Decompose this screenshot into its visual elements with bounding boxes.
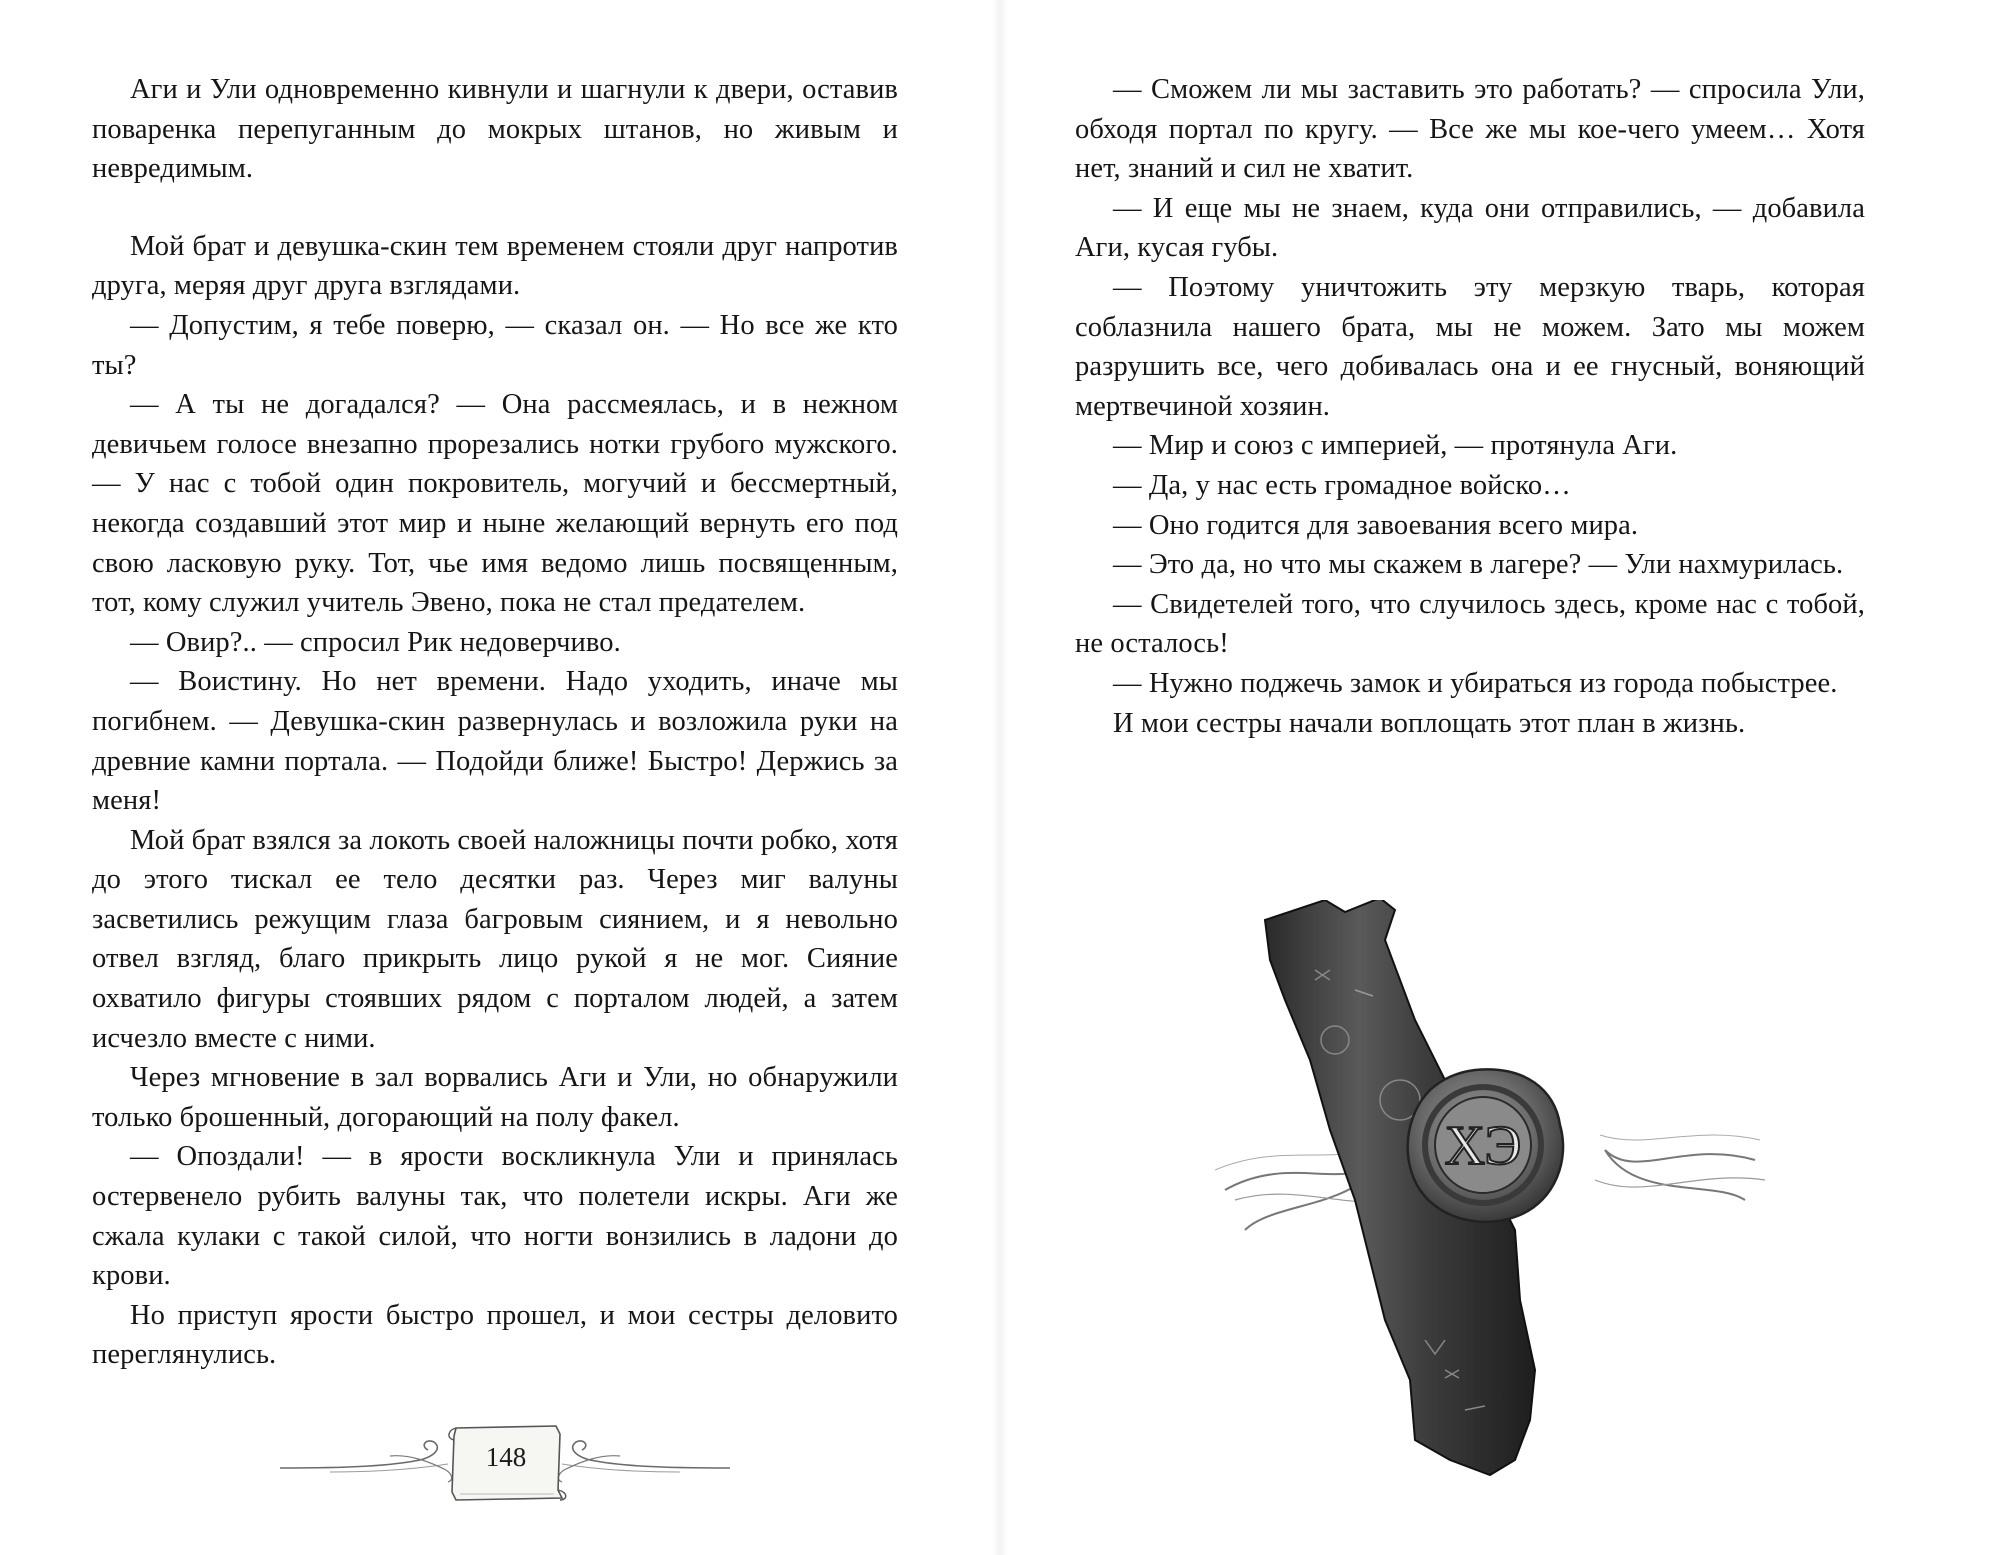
wax-seal-illustration: [1215, 900, 1775, 1485]
paragraph: Через мгновение в зал ворвались Аги и Ули, но обнаружили только брошенный, догорающий на полу факел.: [92, 1062, 898, 1133]
paragraph: Мой брат и девушка-скин тем временем стояли друг напротив друга, меряя друг друга взглядами.: [92, 230, 898, 302]
paragraph: — Свидетелей того, что случилось здесь, кроме нас с тобой, не осталось!: [1075, 588, 1865, 660]
seal-glyph: ХЭ: [1444, 1115, 1522, 1177]
paragraph: И мои сестры начали воплощать этот план в жизнь.: [1113, 707, 1746, 739]
paragraph: — Нужно поджечь замок и убираться из города побыстрее.: [1113, 667, 1838, 699]
right-page-text: [1075, 70, 1865, 743]
wax-seal-ribbon-icon: [1215, 900, 1775, 1480]
paragraph: — Это да, но что мы скажем в лагере? — Ули нахмурилась.: [1113, 549, 1844, 581]
paragraph: Мой брат взялся за локоть своей наложницы почти робко, хотя до этого тискал ее тело десятки раз. Через миг валуны засветились режущим глаза багровым сиянием, и я невольно отвел взгляд, благо прикрыть лицо рукой я не мог. Сияние охватило фигуры стоявших рядом с порталом людей, а затем исчезло вместе с ними.: [92, 824, 898, 1054]
page-number-ornament: [270, 1410, 740, 1510]
paragraph: — Воистину. Но нет времени. Надо уходить, иначе мы погибнем. — Девушка-скин развернулась и возложила руки на древние камни портала. — Подойди ближе! Быстро! Держись за меня!: [92, 666, 898, 817]
paragraph: — Оно годится для завоевания всего мира.: [1113, 509, 1639, 541]
paragraph: — Сможем ли мы заставить это работать? — спросила Ули, обходя портал по кругу. — Все же мы кое-чего умеем… Хотя нет, знаний и сил не хватит.: [1075, 74, 1865, 185]
paragraph: — Поэтому уничтожить эту мерзкую тварь, которая соблазнила нашего брата, мы не можем. Зато мы можем разрушить все, чего добивалась она и ее гнусный, воняющий мертвечиной хозяин.: [1075, 271, 1865, 422]
paragraph: — Да, у нас есть громадное войско…: [1113, 469, 1571, 501]
paragraph: — Допустим, я тебе поверю, — сказал он. — Но все же кто ты?: [92, 309, 898, 381]
paragraph: — Мир и союз с империей, — протянула Аги.: [1113, 430, 1678, 462]
paragraph: — Опоздали! — в ярости воскликнула Ули и принялась остервенело рубить валуны так, что полетели искры. Аги же сжала кулаки с такой силой, что ногти вонзились в ладони до крови.: [92, 1141, 898, 1292]
left-page-text: [92, 70, 898, 1375]
paragraph: Но приступ ярости быстро прошел, и мои сестры деловито переглянулись.: [92, 1299, 898, 1371]
paragraph: — А ты не догадался? — Она рассмеялась, и в нежном девичьем голосе внезапно прорезались нотки грубого мужского. — У нас с тобой один покровитель, могучий и бессмертный, некогда создавший этот мир и ныне желающий вернуть его под свою ласковую руку. Тот, чье имя ведомо лишь посвященным, тот, кому служил учитель Эвено, пока не стал предателем.: [92, 389, 898, 619]
paragraph: — Овир?.. — спросил Рик недоверчиво.: [130, 626, 621, 658]
page-number: 148: [485, 1442, 527, 1472]
paragraph: Аги и Ули одновременно кивнули и шагнули к двери, оставив поваренка перепуганным до мокрых штанов, но живым и невредимым.: [92, 74, 898, 185]
paragraph: — И еще мы не знаем, куда они отправились, — добавила Аги, кусая губы.: [1075, 192, 1865, 264]
